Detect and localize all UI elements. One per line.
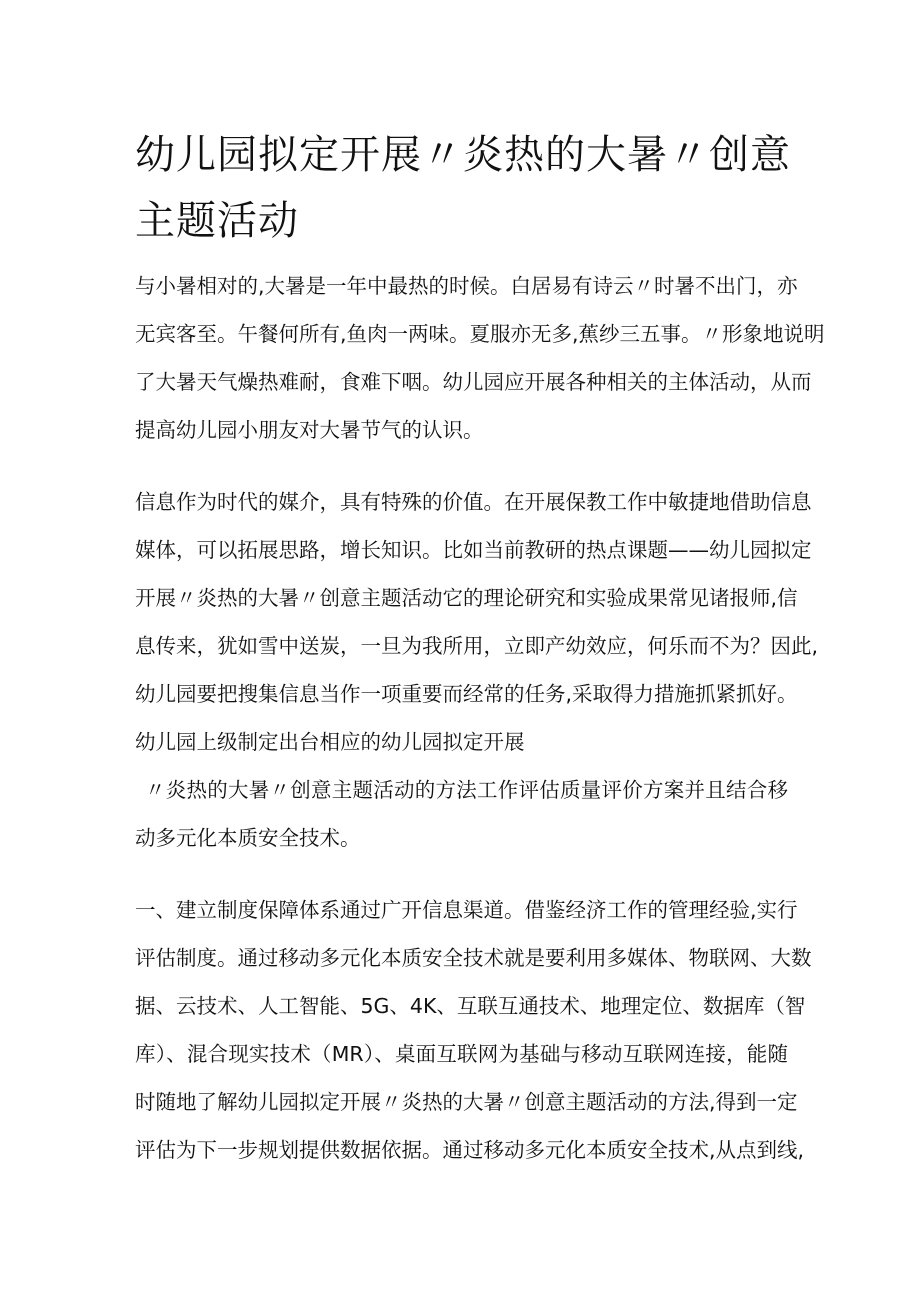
paragraph-1-line-3: 了大暑天气燥热难耐，食难下咽。幼儿园应开展各种相关的主体活动，从而 [135,370,812,394]
paragraph-1-line-4: 提高幼儿园小朋友对大暑节气的认识。 [135,418,484,442]
title-line-2: 主题活动 [135,198,299,244]
paragraph-3-line-3: 据、云技术、人工智能、5G、4K、互联互通技术、地理定位、数据库（智 [135,994,806,1018]
paragraph-2-line-4: 息传来，犹如雪中送炭，一旦为我所用，立即产幼效应，何乐而不为？因此, [135,634,819,658]
paragraph-2-line-7: 〃炎热的大暑〃创意主题活动的方法工作评估质量评价方案并且结合移 [145,778,788,802]
paragraph-2-line-5: 幼儿园要把搜集信息当作一项重要而经常的任务,采取得力措施抓紧抓好。 [135,682,798,706]
paragraph-2-line-1: 信息作为时代的媒介，具有特殊的价值。在开展保教工作中敏捷地借助信息 [135,490,812,514]
paragraph-2-line-6: 幼儿园上级制定出台相应的幼儿园拟定开展 [135,730,525,754]
paragraph-3-line-6: 评估为下一步规划提供数据依据。通过移动多元化本质安全技术,从点到线, [135,1138,805,1162]
paragraph-2-line-2: 媒体，可以拓展思路，增长知识。比如当前教研的热点课题——幼儿园拟定 [135,538,812,562]
paragraph-2-line-3: 开展〃炎热的大暑〃创意主题活动它的理论研究和实验成果常见诸报师,信 [135,586,798,610]
document-title [135,122,815,254]
paragraph-3-line-5: 时随地了解幼儿园拟定开展〃炎热的大暑〃创意主题活动的方法,得到一定 [135,1090,798,1114]
paragraph-2-line-8: 动多元化本质安全技术。 [135,826,361,850]
paragraph-1-line-1: 与小暑相对的,大暑是一年中最热的时候。白居易有诗云〃时暑不出门，亦 [135,274,798,298]
paragraph-3-line-4: 库）、混合现实技术（MR）、桌面互联网为基础与移动互联网连接，能随 [135,1042,788,1066]
paragraph-3-line-1: 一、建立制度保障体系通过广开信息渠道。借鉴经济工作的管理经验,实行 [135,898,798,922]
title-line-1: 幼儿园拟定开展〃炎热的大暑〃创意 [135,132,791,178]
paragraph-1-line-2: 无宾客至。午餐何所有,鱼肉一两味。夏服亦无多,蕉纱三五事。〃形象地说明 [135,322,825,346]
paragraph-3-line-2: 评估制度。通过移动多元化本质安全技术就是要利用多媒体、物联网、大数 [135,946,812,970]
